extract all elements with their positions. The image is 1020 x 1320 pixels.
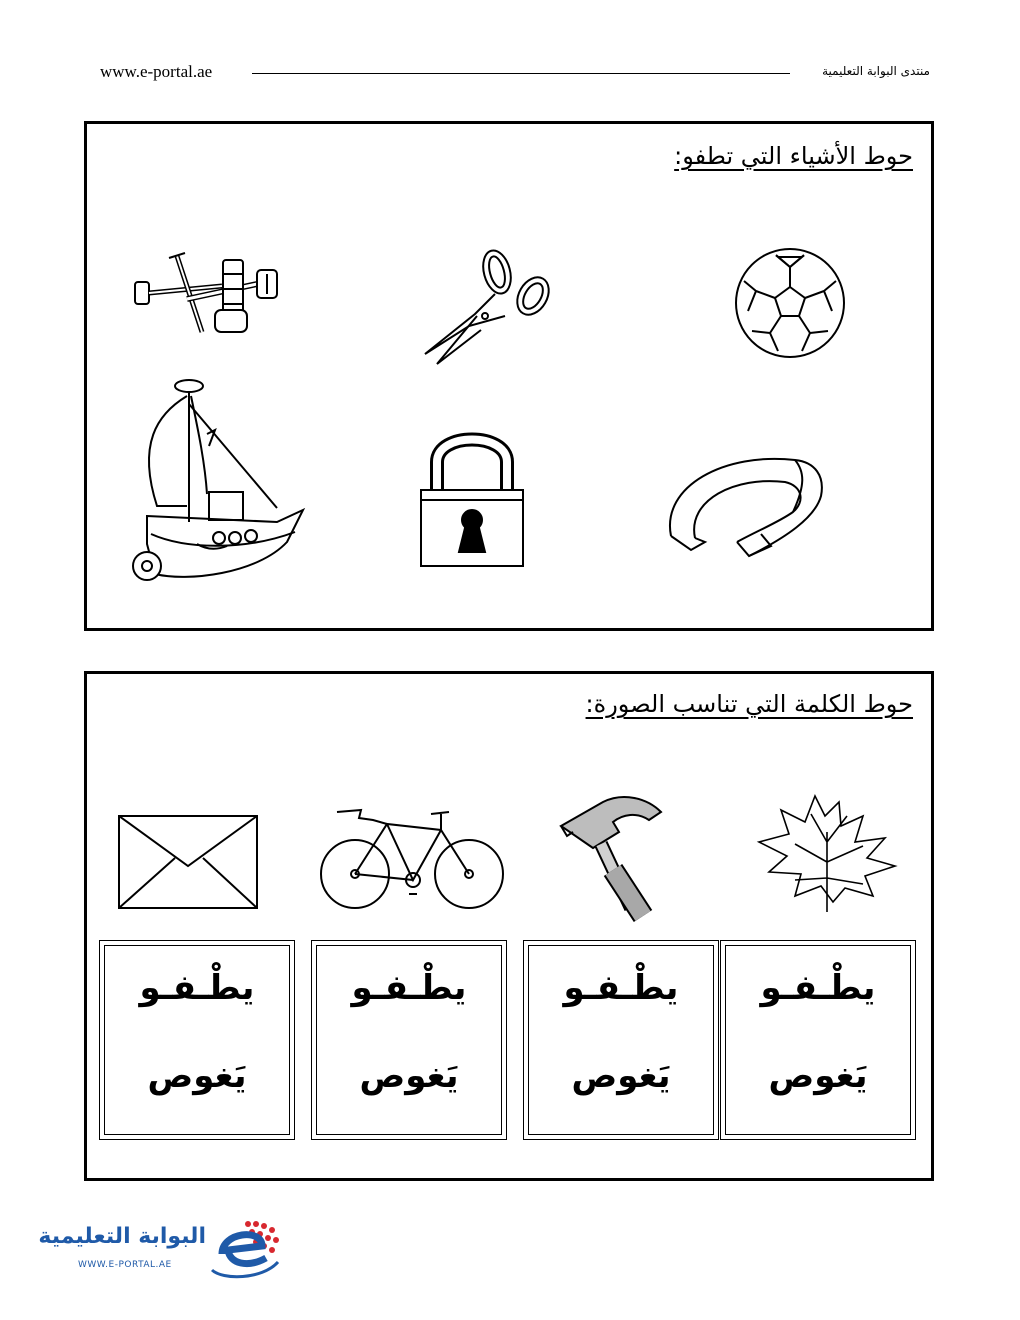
float-instruction: حوط الأشياء التي تطفو: bbox=[674, 142, 913, 170]
word-sinks[interactable]: يَغوص bbox=[359, 1056, 459, 1096]
sailboat-icon[interactable] bbox=[127, 374, 307, 589]
leaf-icon[interactable] bbox=[755, 792, 905, 920]
site-url: www.e-portal.ae bbox=[100, 62, 213, 81]
match-word-box bbox=[84, 671, 934, 1181]
word-floats[interactable]: يطْـفـو bbox=[139, 968, 255, 1008]
word-choice-box bbox=[311, 940, 507, 1140]
scissors-icon[interactable] bbox=[415, 244, 555, 369]
logo-arabic-text: البوابة التعليمية bbox=[38, 1224, 206, 1249]
hammer-icon[interactable] bbox=[553, 792, 669, 924]
nails-screws-icon[interactable] bbox=[127, 244, 287, 344]
word-sinks[interactable]: يَغوص bbox=[571, 1056, 671, 1096]
word-floats[interactable]: يطْـفـو bbox=[351, 968, 467, 1008]
forum-name: منتدى البوابة التعليمية bbox=[822, 64, 930, 78]
word-sinks[interactable]: يَغوص bbox=[147, 1056, 247, 1096]
padlock-icon[interactable] bbox=[417, 424, 527, 569]
e-portal-logo bbox=[38, 1210, 292, 1284]
horseshoe-magnet-icon[interactable] bbox=[665, 446, 830, 561]
match-instruction: حوط الكلمة التي تناسب الصورة: bbox=[585, 690, 913, 718]
word-floats[interactable]: يطْـفـو bbox=[760, 968, 876, 1008]
word-sinks[interactable]: يَغوص bbox=[768, 1056, 868, 1096]
soccer-ball-icon[interactable] bbox=[732, 245, 848, 361]
word-choice-box bbox=[720, 940, 916, 1140]
logo-english-text: WWW.E-PORTAL.AE bbox=[78, 1260, 172, 1270]
envelope-icon[interactable] bbox=[115, 812, 261, 912]
word-floats[interactable]: يطْـفـو bbox=[563, 968, 679, 1008]
bicycle-icon[interactable] bbox=[317, 804, 507, 914]
word-choice-box bbox=[523, 940, 719, 1140]
word-choice-box bbox=[99, 940, 295, 1140]
header-rule bbox=[252, 73, 790, 74]
page-header bbox=[100, 56, 930, 86]
float-exercise-box bbox=[84, 121, 934, 631]
